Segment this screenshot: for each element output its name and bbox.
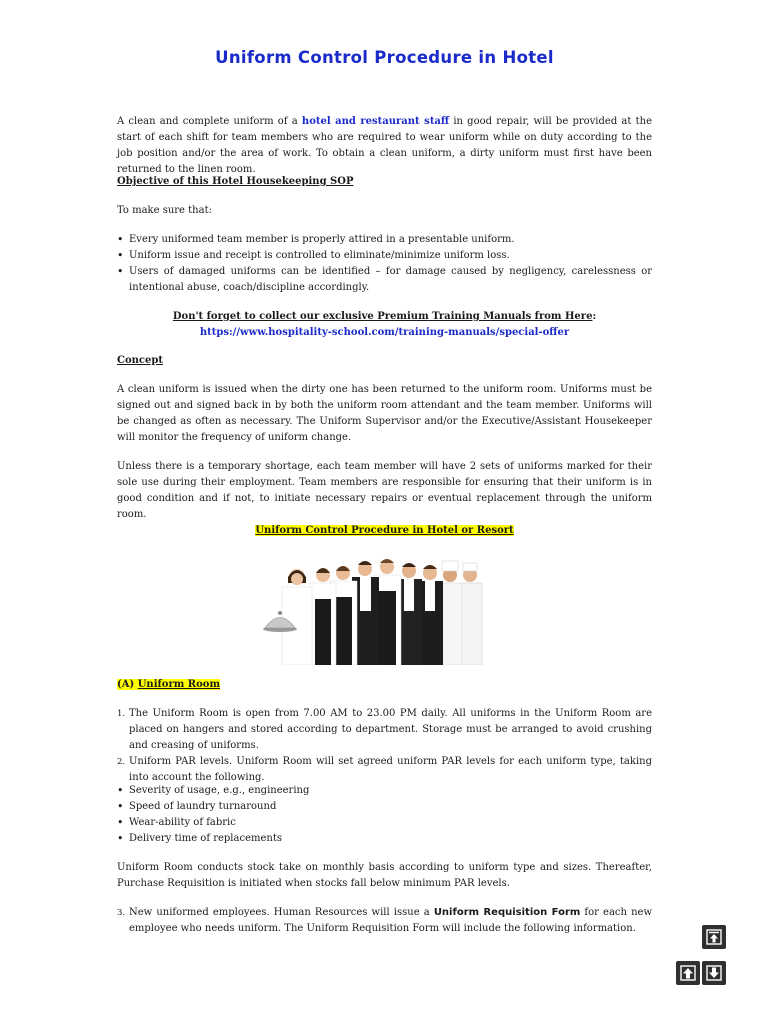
person-figure <box>282 569 312 665</box>
page-title: Uniform Control Procedure in Hotel <box>215 48 554 67</box>
bullet-icon: • <box>117 784 124 797</box>
section-heading: Uniform Control Procedure in Hotel or Resort <box>255 525 514 536</box>
list-item: • Wear-ability of fabric <box>117 816 236 829</box>
objective-heading: Objective of this Hotel Housekeeping SOP <box>117 176 354 187</box>
list-item: • Speed of laundry turnaround <box>117 800 277 813</box>
concept-heading: Concept <box>117 355 163 366</box>
concept-paragraph-1: A clean uniform is issued when the dirty one has been returned to the uniform room. Uniforms must be signed out and signed back in by both the uniform room attendant and the team member. Uniforms will be changed as often as necessary. The Uniform Supervisor and/or the Executive/Assistant Housekeeper will monitor the frequency of uniform change. <box>117 384 652 443</box>
hotel-staff-link[interactable]: hotel and restaurant staff <box>301 116 450 127</box>
bullet-icon: • <box>117 816 124 829</box>
intro-paragraph: A clean and complete uniform of a hotel and restaurant staff in good repair, will be provided at the start of each shift for team members who are required to wear uniform while on duty according to the job position and/or the area of work. To obtain a clean uniform, a dirty uniform must first have been returned to the linen room. <box>117 116 652 175</box>
bullet-icon: • <box>117 265 124 278</box>
bullet-icon: • <box>117 832 124 845</box>
list-item: • Severity of usage, e.g., engineering <box>117 784 310 797</box>
objective-list <box>117 232 652 296</box>
uniform-room-list <box>117 706 652 786</box>
bullet-icon: • <box>117 249 124 262</box>
list-item: • Delivery time of replacements <box>117 832 282 845</box>
page-up-button[interactable] <box>676 961 700 985</box>
staff-group-photo <box>262 553 507 665</box>
staff-illustration <box>262 553 507 665</box>
uniform-room-list-continued <box>117 905 652 937</box>
list-item: • Users of damaged uniforms can be identified – for damage caused by negligency, carelessness or intentional abuse, coach/discipline accordingly. <box>117 265 652 293</box>
list-item: • Every uniformed team member is properly attired in a presentable uniform. <box>117 233 515 246</box>
list-item: 1. The Uniform Room is open from 7.00 AM to 23.00 PM daily. All uniforms in the Uniform Room are placed on hangers and stored according to department. Storage must be arranged to avoid crushing and creasing of uniforms. <box>117 708 652 751</box>
objective-lead: To make sure that: <box>117 205 212 216</box>
list-item: • Uniform issue and receipt is controlled to eliminate/minimize uniform loss. <box>117 249 510 262</box>
page-up-icon <box>679 964 697 982</box>
promo-paragraph: Don't forget to collect our exclusive Premium Training Manuals from Here: https://www.hospitality-school.com/training-manuals/special-offer <box>172 311 597 338</box>
scroll-to-top-icon <box>705 928 723 946</box>
par-factors-list <box>117 783 652 847</box>
page-down-icon <box>705 964 723 982</box>
concept-paragraph-2: Unless there is a temporary shortage, each team member will have 2 sets of uniforms marked for their sole use during their employment. Team members are responsible for ensuring that their uniform is in good condition and if not, to initiate necessary repairs or eventual replacement through the uniform room. <box>117 461 652 520</box>
scroll-to-top-button[interactable] <box>702 925 726 949</box>
list-item: 2. Uniform PAR levels. Uniform Room will set agreed uniform PAR levels for each uniform type, taking into account the following. <box>117 756 652 783</box>
uniform-room-heading: (A) Uniform Room <box>117 679 221 690</box>
bullet-icon: • <box>117 233 124 246</box>
promo-link-text[interactable]: Don't forget to collect our exclusive Premium Training Manuals from Here <box>172 311 593 322</box>
list-item: 3. New uniformed employees. Human Resources will issue a Uniform Requisition Form for each new employee who needs uniform. The Uniform Requisition Form will include the following information. <box>117 907 652 934</box>
promo-url-link[interactable]: https://www.hospitality-school.com/training-manuals/special-offer <box>199 327 570 338</box>
bullet-icon: • <box>117 800 124 813</box>
stock-take-paragraph: Uniform Room conducts stock take on monthly basis according to uniform type and sizes. Thereafter, Purchase Requisition is initiated when stocks fall below minimum PAR levels. <box>117 862 652 889</box>
page-down-button[interactable] <box>702 961 726 985</box>
